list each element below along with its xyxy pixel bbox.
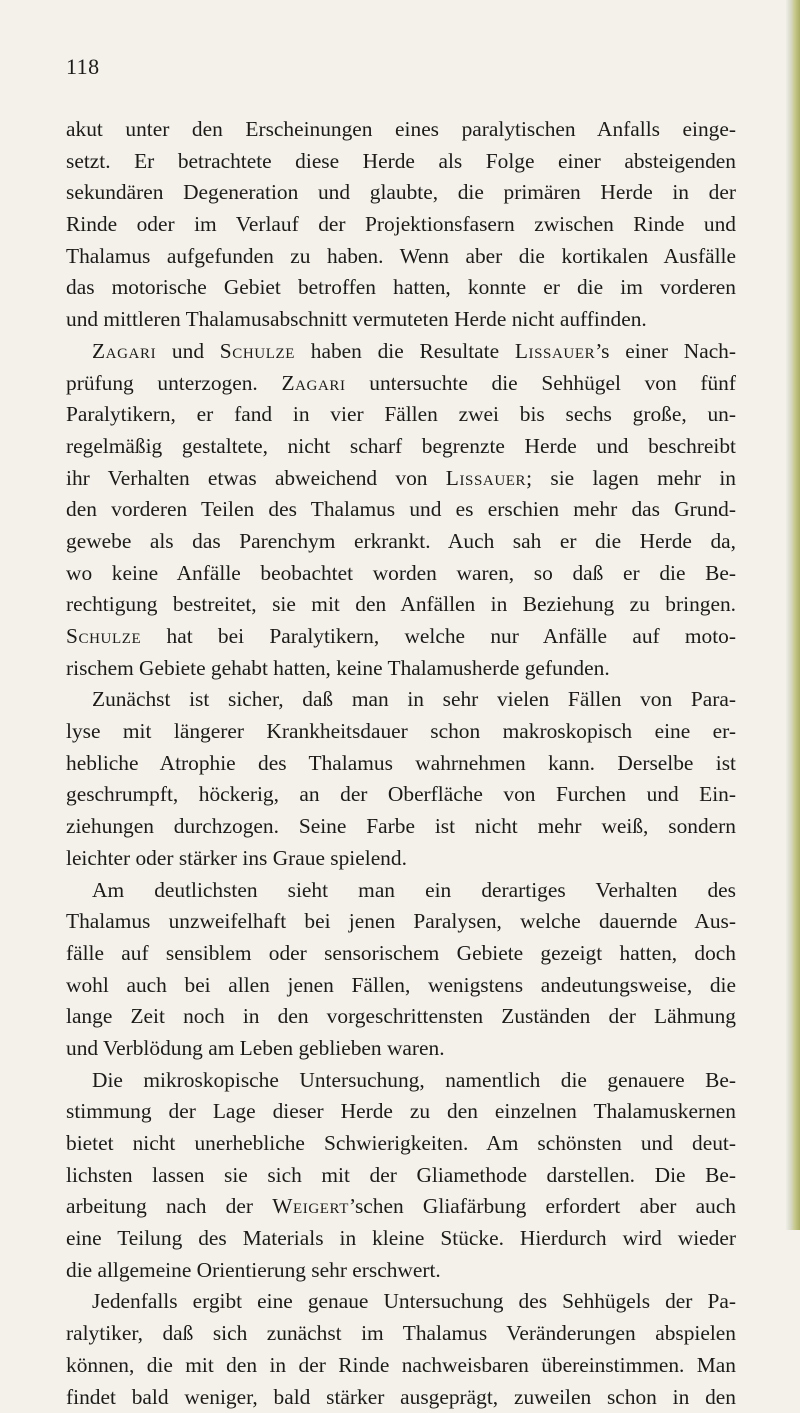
- text-run: rechtigung bestreitet, sie mit den Anfällen in Beziehung zu bringen.: [66, 592, 736, 616]
- text-run: eine Teilung des Materials in kleine Stücke. Hierdurch wird wieder: [66, 1226, 736, 1250]
- text-line: [66, 304, 736, 336]
- text-run: Thalamus unzweifelhaft bei jenen Paralysen, welche dauernde Aus-: [66, 909, 736, 933]
- body-text: [66, 114, 736, 1413]
- text-line: [66, 177, 736, 209]
- text-line: [66, 1065, 736, 1097]
- text-line: [66, 875, 736, 907]
- text-line: [66, 589, 736, 621]
- text-line: [66, 970, 736, 1002]
- text-run: ’s einer Nach-: [595, 339, 736, 363]
- text-line: [66, 558, 736, 590]
- text-line: [66, 1160, 736, 1192]
- text-line: [66, 1001, 736, 1033]
- text-line: [66, 399, 736, 431]
- text-run: ; sie lagen mehr in: [526, 466, 736, 490]
- author-name: Zagari: [281, 371, 345, 395]
- author-name: Weigert: [272, 1194, 349, 1218]
- text-run: bietet nicht unerhebliche Schwierigkeiten. Am schönsten und deut-: [66, 1131, 736, 1155]
- text-line: [66, 494, 736, 526]
- text-line: [66, 1033, 736, 1065]
- text-line: [66, 906, 736, 938]
- author-name: Zagari: [92, 339, 156, 363]
- text-line: [66, 1191, 736, 1223]
- text-run: hebliche Atrophie des Thalamus wahrnehmen kann. Derselbe ist: [66, 751, 736, 775]
- text-run: die allgemeine Orientierung sehr erschwert.: [66, 1258, 441, 1282]
- text-run: prüfung unterzogen.: [66, 371, 281, 395]
- text-run: ihr Verhalten etwas abweichend von: [66, 466, 446, 490]
- text-run: geschrumpft, höckerig, an der Oberfläche von Furchen und Ein-: [66, 782, 736, 806]
- text-run: Am deutlichsten sieht man ein derartiges Verhalten des: [92, 878, 736, 902]
- text-line: [66, 526, 736, 558]
- text-run: Thalamus aufgefunden zu haben. Wenn aber die kortikalen Ausfälle: [66, 244, 736, 268]
- text-run: und: [156, 339, 220, 363]
- text-line: [66, 368, 736, 400]
- text-run: leichter oder stärker ins Graue spielend.: [66, 846, 407, 870]
- text-run: wohl auch bei allen jenen Fällen, wenigstens andeutungsweise, die: [66, 973, 736, 997]
- text-run: haben die Resultate: [295, 339, 515, 363]
- text-run: ziehungen durchzogen. Seine Farbe ist nicht mehr weiß, sondern: [66, 814, 736, 838]
- text-run: und mittleren Thalamusabschnitt vermuteten Herde nicht auffinden.: [66, 307, 647, 331]
- text-run: Jedenfalls ergibt eine genaue Untersuchung des Sehhügels der Pa-: [92, 1289, 736, 1313]
- text-line: [66, 1096, 736, 1128]
- text-line: [66, 716, 736, 748]
- text-line: [66, 748, 736, 780]
- text-line: [66, 1128, 736, 1160]
- text-run: können, die mit den in der Rinde nachweisbaren übereinstimmen. Man: [66, 1353, 736, 1377]
- text-run: Paralytikern, er fand in vier Fällen zwei bis sechs große, un-: [66, 402, 736, 426]
- text-run: rischem Gebiete gehabt hatten, keine Thalamusherde gefunden.: [66, 656, 610, 680]
- text-line: [66, 463, 736, 495]
- text-line: [66, 241, 736, 273]
- text-line: [66, 1223, 736, 1255]
- text-line: [66, 1255, 736, 1287]
- text-line: [66, 684, 736, 716]
- text-run: untersuchte die Sehhügel von fünf: [346, 371, 736, 395]
- text-line: [66, 1382, 736, 1413]
- text-line: [66, 1318, 736, 1350]
- text-line: [66, 431, 736, 463]
- text-line: [66, 272, 736, 304]
- text-run: Rinde oder im Verlauf der Projektionsfasern zwischen Rinde und: [66, 212, 736, 236]
- text-run: regelmäßig gestaltete, nicht scharf begrenzte Herde und beschreibt: [66, 434, 736, 458]
- text-run: lichsten lassen sie sich mit der Gliamethode darstellen. Die Be-: [66, 1163, 736, 1187]
- text-line: [66, 811, 736, 843]
- text-line: [66, 843, 736, 875]
- text-run: wo keine Anfälle beobachtet worden waren, so daß er die Be-: [66, 561, 736, 585]
- text-run: ralytiker, daß sich zunächst im Thalamus Veränderungen abspielen: [66, 1321, 736, 1345]
- text-run: gewebe als das Parenchym erkrankt. Auch sah er die Herde da,: [66, 529, 736, 553]
- author-name: Schulze: [66, 624, 141, 648]
- text-run: den vorderen Teilen des Thalamus und es erschien mehr das Grund-: [66, 497, 736, 521]
- text-run: und Verblödung am Leben geblieben waren.: [66, 1036, 445, 1060]
- text-line: [66, 779, 736, 811]
- text-line: [66, 653, 736, 685]
- text-line: [66, 938, 736, 970]
- text-line: [66, 1286, 736, 1318]
- text-line: [66, 114, 736, 146]
- text-run: lange Zeit noch in den vorgeschrittensten Zuständen der Lähmung: [66, 1004, 736, 1028]
- author-name: Schulze: [220, 339, 295, 363]
- text-run: hat bei Paralytikern, welche nur Anfälle auf moto-: [141, 624, 736, 648]
- text-run: fälle auf sensiblem oder sensorischem Gebiete gezeigt hatten, doch: [66, 941, 736, 965]
- author-name: Lissauer: [515, 339, 595, 363]
- text-run: Zunächst ist sicher, daß man in sehr vielen Fällen von Para-: [92, 687, 736, 711]
- text-run: lyse mit längerer Krankheitsdauer schon makroskopisch eine er-: [66, 719, 736, 743]
- text-line: [66, 146, 736, 178]
- text-run: ’schen Gliafärbung erfordert aber auch: [349, 1194, 736, 1218]
- page-number: 118: [66, 54, 100, 80]
- text-line: [66, 1350, 736, 1382]
- text-line: [66, 621, 736, 653]
- text-run: Die mikroskopische Untersuchung, namentlich die genauere Be-: [92, 1068, 736, 1092]
- text-run: das motorische Gebiet betroffen hatten, konnte er die im vorderen: [66, 275, 736, 299]
- text-line: [66, 209, 736, 241]
- text-run: stimmung der Lage dieser Herde zu den einzelnen Thalamuskernen: [66, 1099, 736, 1123]
- text-run: findet bald weniger, bald stärker ausgeprägt, zuweilen schon in den: [66, 1385, 736, 1409]
- text-run: setzt. Er betrachtete diese Herde als Folge einer absteigenden: [66, 149, 736, 173]
- text-line: [66, 336, 736, 368]
- text-run: akut unter den Erscheinungen eines paralytischen Anfalls einge-: [66, 117, 736, 141]
- author-name: Lissauer: [446, 466, 526, 490]
- page-edge: [786, 0, 800, 1230]
- text-run: sekundären Degeneration und glaubte, die primären Herde in der: [66, 180, 736, 204]
- text-run: arbeitung nach der: [66, 1194, 272, 1218]
